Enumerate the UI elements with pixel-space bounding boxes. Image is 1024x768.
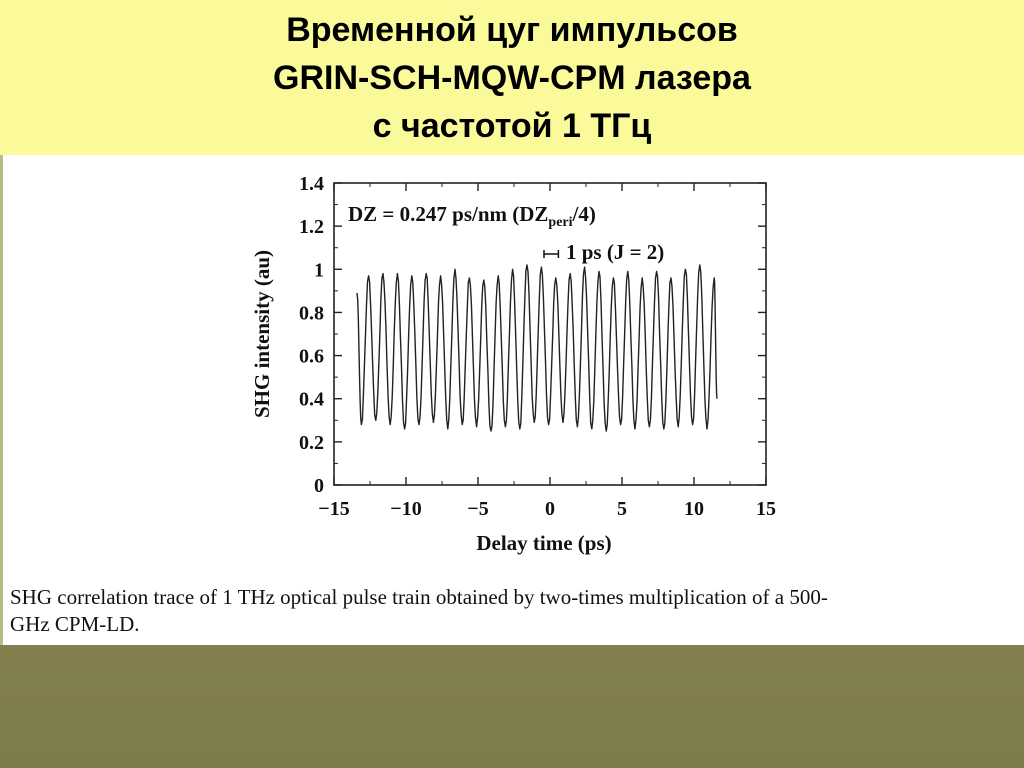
dz-annotation-sub: peri xyxy=(548,215,573,230)
y-tick-label: 0 xyxy=(314,475,324,497)
x-tick-label: 5 xyxy=(617,498,627,520)
title-line-3: с частотой 1 ТГц xyxy=(372,107,652,145)
title-line-1: Временной цуг импульсов xyxy=(286,11,738,49)
x-axis-label: Delay time (ps) xyxy=(476,531,612,555)
x-tick-label: −5 xyxy=(467,498,489,520)
y-tick-label: 1.4 xyxy=(299,173,324,195)
y-tick-label: 0.2 xyxy=(299,431,324,454)
x-tick-label: −15 xyxy=(318,498,350,520)
slide-title xyxy=(0,6,1024,150)
shg-trace-line xyxy=(357,265,717,431)
y-tick-label: 0.4 xyxy=(299,388,324,411)
x-tick-labels xyxy=(318,498,776,520)
y-axis-label: SHG intensity (au) xyxy=(250,249,274,419)
y-tick-label: 1.2 xyxy=(299,216,324,239)
scale-bar-label: 1 ps (J = 2) xyxy=(566,240,665,264)
y-tick-label: 1 xyxy=(314,259,324,282)
x-tick-label: −10 xyxy=(390,498,422,520)
y-tick-label: 0.6 xyxy=(299,345,324,368)
figure-caption xyxy=(10,584,1024,638)
x-tick-label: 15 xyxy=(756,498,776,520)
caption-line-2: GHz CPM-LD. xyxy=(10,612,140,636)
caption-line-1: SHG correlation trace of 1 THz optical pulse train obtained by two-times multiplication of a 500- xyxy=(10,585,828,609)
figure-panel xyxy=(0,155,1024,645)
shg-chart xyxy=(0,155,1024,645)
scale-bar xyxy=(544,250,558,258)
x-tick-label: 0 xyxy=(545,498,555,520)
title-line-2: GRIN-SCH-MQW-CPM лазера xyxy=(273,59,751,97)
y-tick-label: 0.8 xyxy=(299,302,324,325)
x-tick-label: 10 xyxy=(684,498,704,520)
dz-annotation xyxy=(348,202,596,230)
dz-annotation-end: /4) xyxy=(572,202,596,226)
y-tick-labels xyxy=(299,173,324,497)
dz-annotation-main: DZ = 0.247 ps/nm (DZ xyxy=(348,202,549,226)
